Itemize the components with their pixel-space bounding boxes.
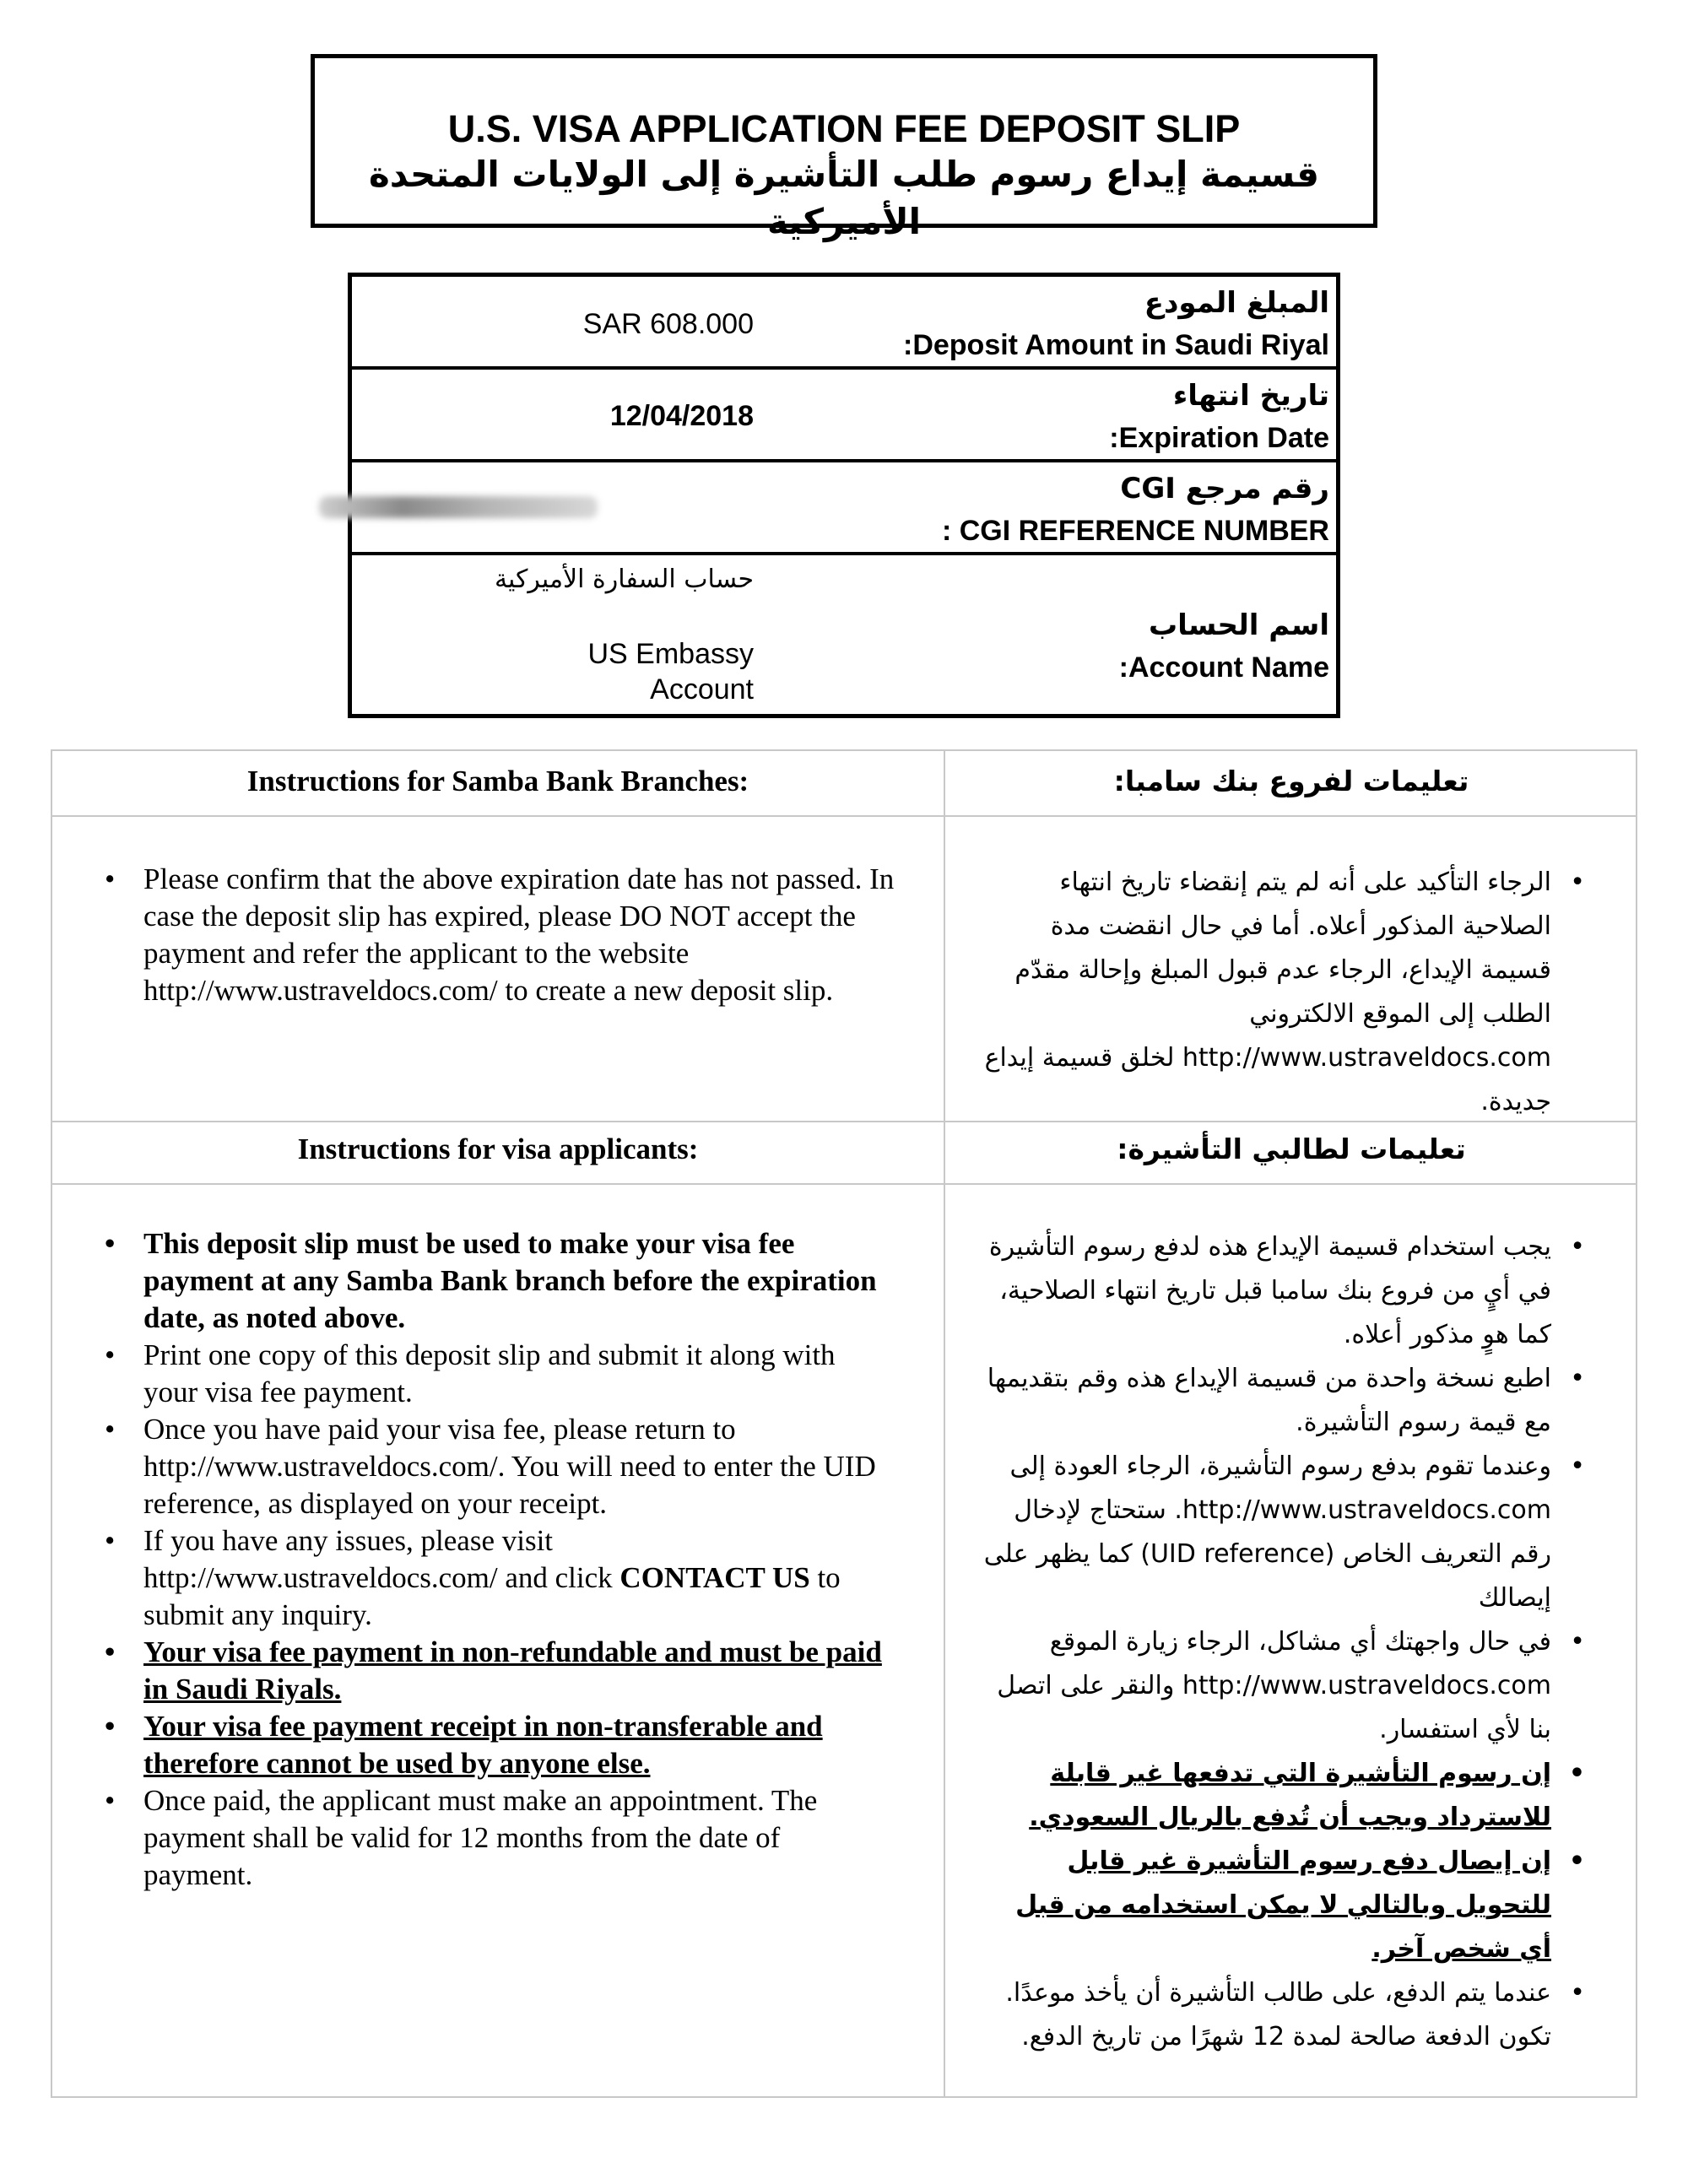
account-name-value-ar: حساب السفارة الأميركية bbox=[494, 565, 754, 594]
applicant-en-item-3: • Once you have paid your visa fee, please return to http://www.ustraveldocs.com/. You will need to enter the UID reference, as displayed on your receipt. bbox=[143, 1411, 896, 1522]
contact-us-text: CONTACT US bbox=[619, 1561, 810, 1594]
row-divider bbox=[52, 815, 1636, 817]
cgi-reference-label-ar: رقم مرجع CGI bbox=[1120, 472, 1329, 505]
applicant-instructions-en bbox=[52, 1225, 896, 1894]
applicant-ar-item-5: • إن رسوم التأشيرة التي تدفعها غير قابلة للاسترداد ويجب أن تُدفع بالريال السعودي. bbox=[979, 1752, 1551, 1840]
applicant-ar-item-7: • عندما يتم الدفع، على طالب التأشيرة أن يأخذ موعدًا. تكون الدفعة صالحة لمدة 12 شهرًا من تاريخ الدفع. bbox=[979, 1971, 1551, 2059]
deposit-amount-value: SAR 608.000 bbox=[582, 308, 754, 340]
applicant-en-item-6: • Your visa fee payment receipt in non-transferable and therefore cannot be used by anyone else. bbox=[143, 1708, 896, 1782]
applicant-en-item-4-text: If you have any issues, please visit http://www.ustraveldocs.com/ and click bbox=[143, 1524, 620, 1594]
expiration-label-en: :Expiration Date bbox=[1109, 422, 1329, 454]
title-english: U.S. VISA APPLICATION FEE DEPOSIT SLIP bbox=[447, 107, 1241, 150]
redacted-reference-number bbox=[319, 496, 598, 518]
expiration-label-ar: تاريخ انتهاء bbox=[1172, 379, 1329, 413]
applicant-ar-item-4: • في حال واجهتك أي مشاكل، الرجاء زيارة الموقع http://www.ustraveldocs.com والنقر على اتصل بنا لأي استفسار. bbox=[979, 1620, 1551, 1752]
bank-instructions-en bbox=[52, 861, 896, 1009]
account-name-label-en: :Account Name bbox=[1118, 651, 1329, 684]
deposit-info-table bbox=[348, 273, 1340, 718]
applicant-instructions-header-en: Instructions for visa applicants: bbox=[297, 1133, 699, 1165]
column-divider bbox=[944, 751, 945, 2096]
expiration-row bbox=[352, 370, 1336, 462]
applicant-ar-item-6: • إن إيصال دفع رسوم التأشيرة غير قابل للتحويل وبالتالي لا يمكن استخدامه من قبل أي شخص آخر. bbox=[979, 1840, 1551, 1971]
applicant-ar-item-2: • اطبع نسخة واحدة من قسيمة الإيداع هذه وقم بتقديمها مع قيمة رسوم التأشيرة. bbox=[979, 1357, 1551, 1445]
applicant-instructions-header-ar: تعليمات لطالبي التأشيرة: bbox=[1117, 1133, 1466, 1165]
deposit-amount-label-ar: المبلغ المودع bbox=[1144, 286, 1329, 320]
applicant-en-item-5: • Your visa fee payment in non-refundable and must be paid in Saudi Riyals. bbox=[143, 1634, 896, 1708]
applicant-en-item-7: • Once paid, the applicant must make an appointment. The payment shall be valid for 12 months from the date of payment. bbox=[143, 1782, 896, 1894]
deposit-amount-label-en: :Deposit Amount in Saudi Riyal bbox=[903, 329, 1329, 361]
bank-instructions-ar bbox=[979, 861, 1620, 1124]
bank-instruction-en-item: • Please confirm that the above expiration date has not passed. In case the deposit slip has expired, please DO NOT accept the payment and refer the applicant to the website http://www.ustraveldocs.com/ to create a new deposit slip. bbox=[143, 861, 896, 1009]
document-title-box bbox=[311, 54, 1377, 242]
deposit-amount-row bbox=[352, 277, 1336, 370]
expiration-date-value: 12/04/2018 bbox=[609, 400, 754, 432]
instructions-table bbox=[51, 749, 1637, 2098]
applicant-ar-item-1: • يجب استخدام قسيمة الإيداع هذه لدفع رسوم التأشيرة في أيٍ من فروع بنك سامبا قبل تاريخ انتهاء الصلاحية، كما هوٍ مذكور أعلاه. bbox=[979, 1225, 1551, 1357]
applicant-instructions-ar bbox=[979, 1225, 1620, 2059]
applicant-en-item-1: • This deposit slip must be used to make your visa fee payment at any Samba Bank branch before the expiration date, as noted above. bbox=[143, 1225, 896, 1337]
cgi-reference-label-en: : CGI REFERENCE NUMBER bbox=[941, 515, 1329, 547]
applicant-en-item-2: • Print one copy of this deposit slip and submit it along with your visa fee payment. bbox=[143, 1337, 896, 1411]
applicant-en-item-4-text-end: to submit any inquiry. bbox=[143, 1561, 841, 1631]
bank-instruction-ar-item: • الرجاء التأكيد على أنه لم يتم إنقضاء تاريخ انتهاء الصلاحية المذكور أعلاه. أما في حال انقضت مدة قسيمة الإيداع، الرجاء عدم قبول المبلغ وإحالة مقدّم الطلب إلى الموقع الالكتروني http://www.ustraveldocs.com لخلق قسيمة إيداع جديدة. bbox=[979, 861, 1551, 1124]
row-divider bbox=[52, 1183, 1636, 1185]
cgi-reference-row bbox=[352, 462, 1336, 555]
account-name-value-en-line1: US Embassy bbox=[587, 638, 754, 670]
bank-instructions-header-en: Instructions for Samba Bank Branches: bbox=[246, 765, 749, 797]
account-name-label-ar: اسم الحساب bbox=[1148, 608, 1329, 642]
account-name-value-en-line2: Account bbox=[650, 673, 754, 705]
bank-instructions-header-ar: تعليمات لفروع بنك سامبا: bbox=[1113, 765, 1469, 797]
account-name-row bbox=[352, 555, 1336, 714]
applicant-ar-item-3: • وعندما تقوم بدفع رسوم التأشيرة، الرجاء العودة إلى http://www.ustraveldocs.com. ستحتاج لإدخال رقم التعريف الخاص (UID reference) كما يظهر على إيصالك bbox=[979, 1445, 1551, 1620]
title-arabic: قسيمة إيداع رسوم طلب التأشيرة إلى الولايات المتحدة الأميركية bbox=[368, 154, 1320, 242]
applicant-en-item-4 bbox=[143, 1522, 896, 1634]
